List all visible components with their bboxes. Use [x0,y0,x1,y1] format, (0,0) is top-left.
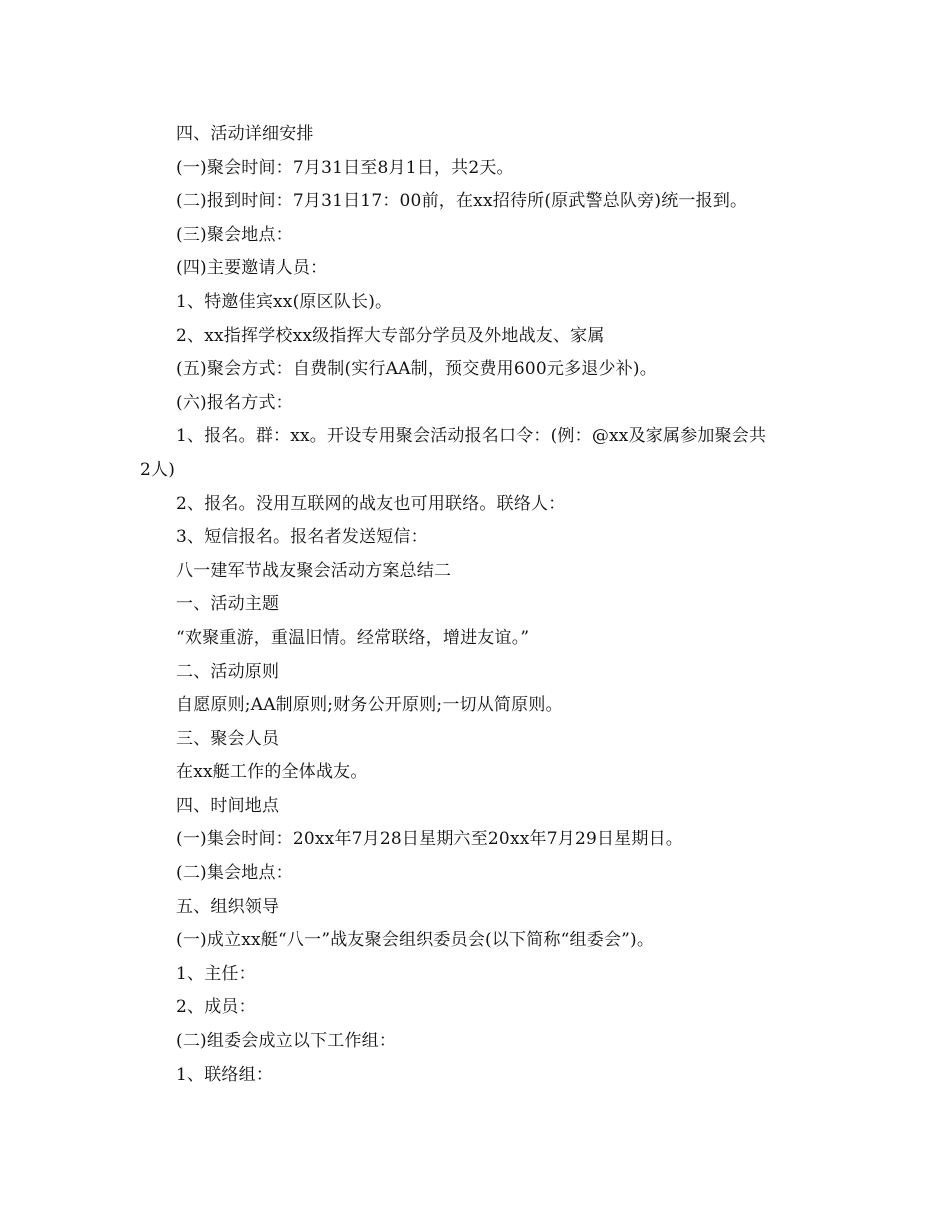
text-line: (一)集会时间：20xx年7月28日星期六至20xx年7月29日星期日。 [176,829,683,850]
text-line: 五、组织领导 [176,896,280,917]
text-line: 在xx艇工作的全体战友。 [176,762,368,783]
text-line: 1、报名。群：xx。开设专用聚会活动报名口令：(例：@xx及家属参加聚会共 [176,426,767,447]
text-line: 一、活动主题 [176,594,280,615]
document-body [140,118,840,1092]
text-line: (四)主要邀请人员： [176,258,328,279]
text-line: (三)聚会地点： [176,224,293,245]
text-line: 三、聚会人员 [176,728,280,749]
text-line: 1、主任： [176,963,256,984]
text-line: 四、活动详细安排 [176,124,314,144]
text-line: 1、特邀佳宾xx(原区队长)。 [176,291,393,312]
text-line: 八一建军节战友聚会活动方案总结二 [176,560,452,581]
text-line: (五)聚会方式：自费制(实行AA制，预交费用600元多退少补)。 [176,359,657,380]
text-line: 四、时间地点 [176,795,280,816]
text-line: (二)报到时间：7月31日17：00前，在xx招待所(原武警总队旁)统一报到。 [176,191,748,212]
text-line: 2、xx指挥学校xx级指挥大专部分学员及外地战友、家属 [176,325,605,346]
text-line: 1、联络组： [176,1064,274,1085]
text-line: (一)成立xx艇“八一”战友聚会组织委员会(以下简称“组委会”)。 [176,930,655,951]
text-line: 2人) [140,459,176,480]
text-line: “欢聚重游，重温旧情。经常联络，增进友谊。” [176,627,530,648]
text-line: 3、短信报名。报名者发送短信： [176,527,428,548]
text-line: 二、活动原则 [176,661,280,682]
text-line: (一)聚会时间：7月31日至8月1日，共2天。 [176,157,514,178]
text-line: (二)集会地点： [176,863,293,884]
text-line: (六)报名方式： [176,392,293,413]
text-line: 自愿原则;AA制原则;财务公开原则;一切从简原则。 [176,695,563,716]
text-line: (二)组委会成立以下工作组： [176,1031,397,1052]
text-line: 2、报名。没用互联网的战友也可用联络。联络人： [176,493,566,514]
text-line: 2、成员： [176,997,256,1018]
